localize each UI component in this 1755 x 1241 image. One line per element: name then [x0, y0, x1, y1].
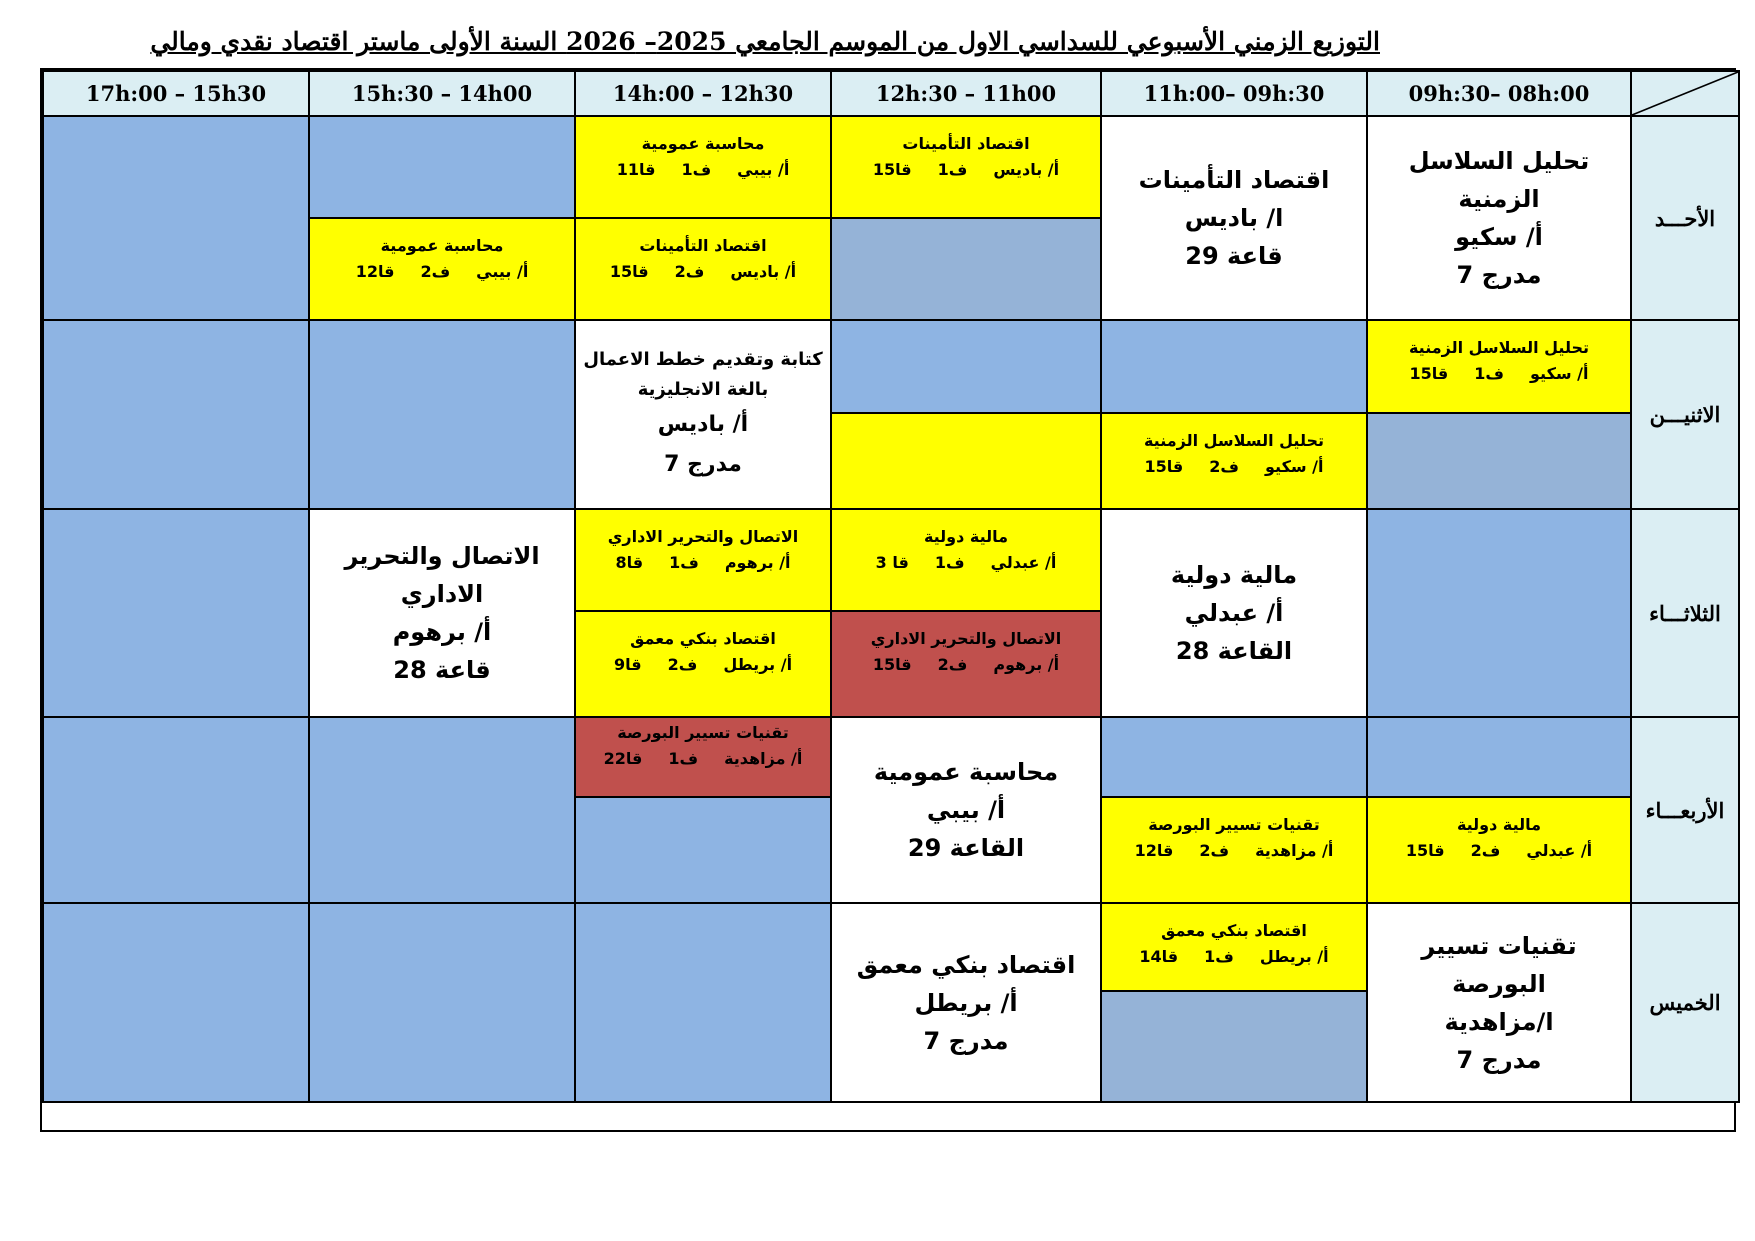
group: ف2 — [667, 655, 698, 674]
course-title: تحليل السلاسل الزمنية — [1408, 338, 1590, 357]
professor: أ/ بيبي — [476, 262, 529, 281]
page-title: التوزيع الزمني الأسبوعي للسداسي الاول من الموسم الجامعي 2025– 2026 السنة الأولى ماستر اقتصاد نقدي ومالي — [150, 27, 1380, 56]
course-title: مالية دولية — [923, 527, 1009, 546]
professor: ا/ باديس — [1184, 204, 1284, 232]
group: ف1 — [681, 160, 712, 179]
room: قا8 — [615, 553, 644, 572]
day-sunday: الأحـــد — [1630, 115, 1740, 321]
room: قا15 — [872, 655, 912, 674]
group: ف1 — [669, 553, 699, 572]
course-title: محاسبة عمومية — [380, 236, 504, 255]
group-session-cell — [1366, 319, 1632, 414]
course-title-cont: الزمنية — [1458, 185, 1540, 213]
room: قا 3 — [875, 553, 909, 572]
course-title-cont: بالغة الانجليزية — [637, 378, 769, 400]
session-cell — [1366, 115, 1632, 321]
day-wednesday: الأربعـــاء — [1630, 716, 1740, 904]
group: ف2 — [674, 262, 705, 281]
room: مدرج 7 — [1456, 1045, 1542, 1074]
empty-slot — [830, 217, 1102, 321]
professor: أ/ مزاهدية — [724, 749, 803, 768]
room: قاعة 29 — [1185, 242, 1283, 270]
group: ف2 — [420, 262, 451, 281]
course-title: اقتصاد بنكي معمق — [856, 950, 1076, 979]
group: ف1 — [668, 749, 699, 768]
group-session-cell — [1366, 796, 1632, 904]
room: قا22 — [603, 749, 643, 768]
group-session-cell — [574, 508, 832, 612]
course-title: اقتصاد التأمينات — [902, 134, 1030, 153]
professor: أ/ بريطل — [723, 655, 793, 674]
course-title: مالية دولية — [1456, 815, 1542, 834]
course-title: اقتصاد بنكي معمق — [1161, 921, 1307, 940]
empty-slot — [308, 902, 576, 1103]
group: ف2 — [1470, 841, 1501, 860]
header-slot-4: 14h:00 – 12h30 — [574, 70, 832, 117]
professor: أ/ عبدلي — [1526, 841, 1593, 860]
course-title: تقنيات تسيير — [1421, 931, 1577, 960]
course-title: تقنيات تسيير البورصة — [1148, 815, 1320, 834]
professor: أ/ برهوم — [724, 553, 791, 572]
day-tuesday: الثلاثـــاء — [1630, 508, 1740, 718]
room: قا15 — [872, 160, 912, 179]
session-cell — [308, 508, 576, 718]
room: قا15 — [1409, 364, 1449, 383]
room: القاعة 29 — [907, 834, 1025, 862]
professor: أ/ عبدلي — [1184, 599, 1284, 627]
professor: أ/ بريطل — [1259, 947, 1329, 966]
empty-slot — [1366, 412, 1632, 510]
group-session-cell — [574, 716, 832, 798]
session-cell — [830, 902, 1102, 1103]
group-session-cell — [574, 610, 832, 718]
course-title: تحليل السلاسل الزمنية — [1143, 431, 1325, 450]
empty-slot — [308, 319, 576, 510]
room: قاعة 28 — [393, 656, 491, 684]
course-title: اقتصاد التأمينات — [1138, 166, 1330, 194]
room: قا12 — [1134, 841, 1174, 860]
group-session-cell — [830, 508, 1102, 612]
room: قا15 — [1144, 457, 1184, 476]
course-title: محاسبة عمومية — [641, 134, 765, 153]
professor: أ/ باديس — [657, 411, 749, 437]
course-title: اقتصاد بنكي معمق — [630, 629, 776, 648]
header-slot-2: 11h:00– 09h:30 — [1100, 70, 1368, 117]
course-title-cont: الاداري — [400, 580, 484, 608]
group: ف1 — [937, 160, 968, 179]
timetable-grid — [40, 68, 1736, 1132]
professor: أ/ سكيو — [1455, 223, 1543, 251]
course-title: مالية دولية — [1170, 561, 1298, 589]
professor: أ/ عبدلي — [990, 553, 1057, 572]
course-title: تحليل السلاسل — [1408, 147, 1590, 175]
session-cell — [1366, 902, 1632, 1103]
header-slot-1: 09h:30– 08h:00 — [1366, 70, 1632, 117]
room: قا11 — [616, 160, 656, 179]
room: قا9 — [613, 655, 642, 674]
group: ف2 — [937, 655, 968, 674]
group-session-cell — [308, 217, 576, 321]
room: مدرج 7 — [664, 451, 742, 477]
empty-slot — [1100, 716, 1368, 798]
professor: أ/ برهوم — [392, 618, 492, 646]
group-session-cell — [830, 115, 1102, 219]
course-title: كتابة وتقديم خطط الاعمال — [583, 348, 823, 370]
empty-slot — [1100, 319, 1368, 414]
professor: ا/مزاهدية — [1444, 1007, 1554, 1036]
room: القاعة 28 — [1175, 637, 1293, 665]
session-cell — [574, 319, 832, 510]
group-session-cell — [1100, 412, 1368, 510]
group-session-cell — [830, 610, 1102, 718]
room: مدرج 7 — [1456, 261, 1542, 289]
professor: أ/ سكيو — [1530, 364, 1589, 383]
room: قا15 — [1405, 841, 1445, 860]
course-title-cont: البورصة — [1452, 969, 1546, 998]
room: قا14 — [1139, 947, 1179, 966]
header-slot-6: 17h:00 – 15h30 — [42, 70, 310, 117]
group: ف1 — [1474, 364, 1504, 383]
course-title: محاسبة عمومية — [873, 758, 1059, 786]
professor: أ/ بيبي — [926, 796, 1006, 824]
room: قا12 — [355, 262, 395, 281]
course-title: الاتصال والتحرير — [344, 542, 540, 570]
professor: أ/ بريطل — [914, 988, 1018, 1017]
empty-slot — [1366, 508, 1632, 718]
session-cell — [1100, 115, 1368, 321]
professor: أ/ سكيو — [1265, 457, 1324, 476]
course-title: اقتصاد التأمينات — [639, 236, 767, 255]
group-session-cell — [574, 115, 832, 219]
empty-slot — [1100, 990, 1368, 1103]
header-slot-5: 15h:30 – 14h00 — [308, 70, 576, 117]
day-monday: الاثنيـــن — [1630, 319, 1740, 510]
course-title: الاتصال والتحرير الاداري — [870, 629, 1062, 648]
room: مدرج 7 — [923, 1026, 1009, 1055]
group: ف2 — [1209, 457, 1239, 476]
professor: أ/ باديس — [730, 262, 797, 281]
empty-slot — [42, 115, 310, 321]
empty-yellow-slot — [830, 412, 1102, 510]
empty-slot — [830, 319, 1102, 414]
session-cell — [830, 716, 1102, 904]
course-title: تقنيات تسيير البورصة — [617, 723, 789, 742]
group-session-cell — [574, 217, 832, 321]
empty-slot — [574, 796, 832, 904]
header-slot-3: 12h:30 – 11h00 — [830, 70, 1102, 117]
session-cell — [1100, 508, 1368, 718]
course-title: الاتصال والتحرير الاداري — [607, 527, 799, 546]
empty-slot — [42, 716, 310, 904]
group-session-cell — [1100, 796, 1368, 904]
room: قا15 — [609, 262, 649, 281]
day-thursday: الخميس — [1630, 902, 1740, 1103]
empty-slot — [42, 508, 310, 718]
group: ف1 — [1204, 947, 1234, 966]
group: ف2 — [1199, 841, 1230, 860]
empty-slot — [308, 716, 576, 904]
professor: أ/ برهوم — [993, 655, 1060, 674]
group-session-cell — [1100, 902, 1368, 992]
corner-cell — [1630, 70, 1740, 117]
empty-slot — [574, 902, 832, 1103]
group: ف1 — [934, 553, 965, 572]
professor: أ/ بيبي — [737, 160, 790, 179]
professor: أ/ باديس — [993, 160, 1060, 179]
empty-slot — [42, 902, 310, 1103]
empty-slot — [1366, 716, 1632, 798]
professor: أ/ مزاهدية — [1255, 841, 1334, 860]
empty-slot — [42, 319, 310, 510]
empty-slot — [308, 115, 576, 219]
